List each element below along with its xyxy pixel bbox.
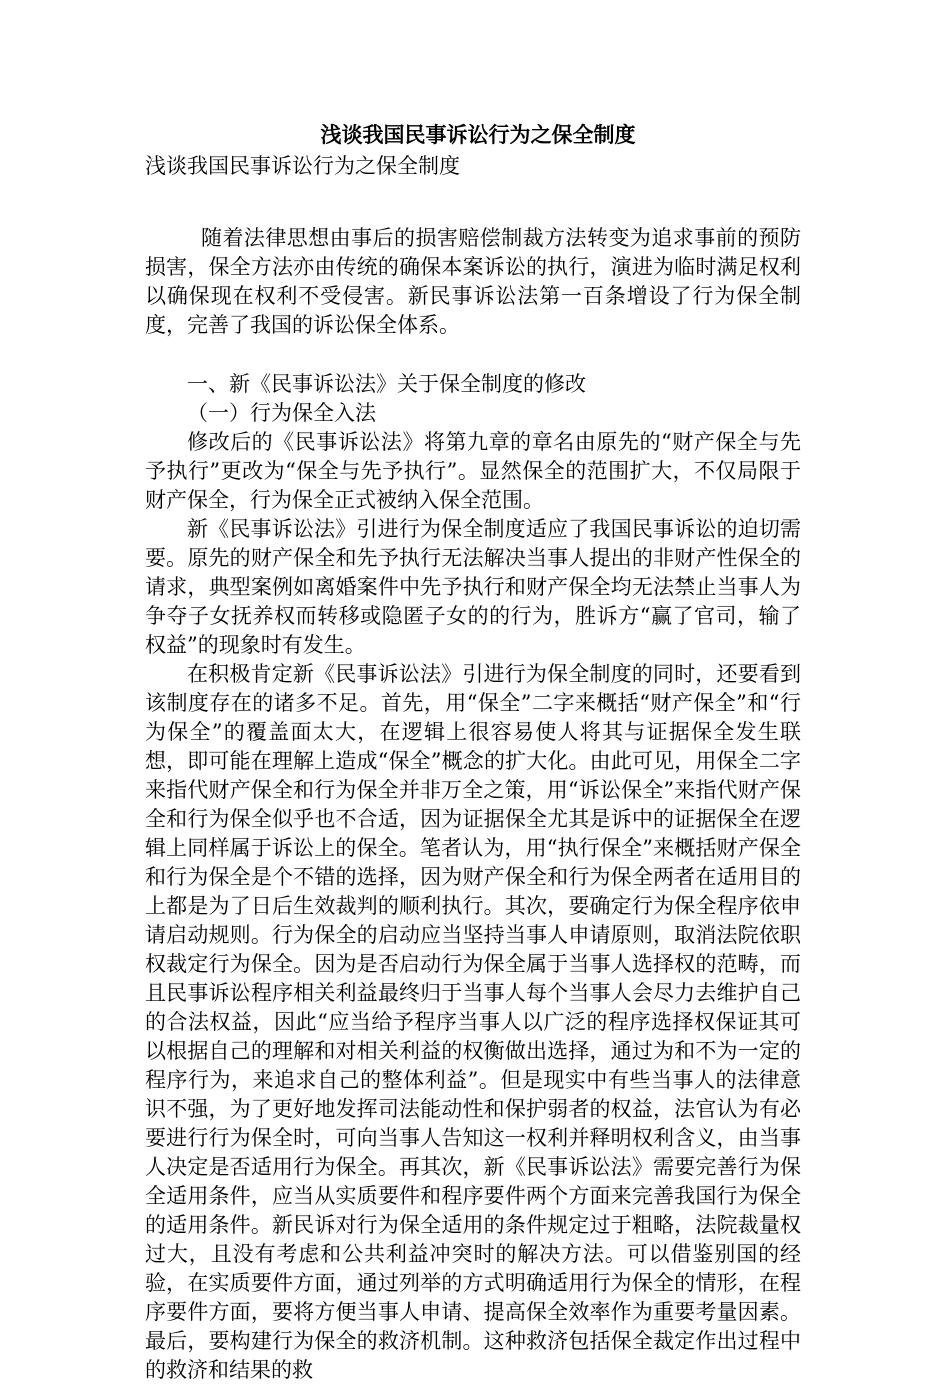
section-heading: 一、新《民事诉讼法》关于保全制度的修改 <box>187 372 586 396</box>
subsection-heading: （一）行为保全入法 <box>187 401 376 425</box>
body-paragraph-1: 修改后的《民事诉讼法》将第九章的章名由原先的“财产保全与先予执行”更改为“保全与先予执行”。显然保全的范围扩大，不仅局限于财产保全，行为保全正式被纳入保全范围。 <box>145 430 801 512</box>
document-title: 浅谈我国民事诉讼行为之保全制度 <box>320 122 636 147</box>
document-subtitle: 浅谈我国民事诉讼行为之保全制度 <box>145 154 460 178</box>
intro-paragraph: 随着法律思想由事后的损害赔偿制裁方法转变为追求事前的预防损害，保全方法亦由传统的确保本案诉讼的执行，演进为临时满足权利以确保现在权利不受侵害。新民事诉讼法第一百条增设了行为保全制度，完善了我国的诉讼保全体系。 <box>145 226 801 337</box>
body-paragraph-2: 新《民事诉讼法》引进行为保全制度适应了我国民事诉讼的迫切需要。原先的财产保全和先予执行无法解决当事人提出的非财产性保全的请求，典型案例如离婚案件中先予执行和财产保全均无法禁止当事人为争夺子女抚养权而转移或隐匿子女的的行为，胜诉方“赢了官司，输了权益”的现象时有发生。 <box>145 517 801 657</box>
spacer <box>145 181 801 224</box>
body-paragraph-3: 在积极肯定新《民事诉讼法》引进行为保全制度的同时，还要看到该制度存在的诸多不足。首先，用“保全”二字来概括“财产保全”和“行为保全”的覆盖面太大，在逻辑上很容易使人将其与证据保全发生联想，即可能在理解上造成“保全”概念的扩大化。由此可见，用保全二字来指代财产保全和行为保全并非万全之策，用“诉讼保全”来指代财产保全和行为保全似乎也不合适，因为证据保全尤其是诉中的证据保全在逻辑上同样属于诉讼上的保全。笔者认为，用“执行保全”来概括财产保全和行为保全是个不错的选择，因为财产保全和行为保全两者在适用目的上都是为了日后生效裁判的顺利执行。其次，要确定行为保全程序依申请启动规则。行为保全的启动应当坚持当事人申请原则，取消法院依职权裁定行为保全。因为是否启动行为保全属于当事人选择权的范畴，而且民事诉讼程序相关利益最终归于当事人每个当事人会尽力去维护自己的合法权益，因此“应当给予程序当事人以广泛的程序选择权保证其可以根据自己的理解和对相关利益的权衡做出选择，通过为和不为一定的程序行为，来追求自己的整体利益”。但是现实中有些当事人的法律意识不强，为了更好地发挥司法能动性和保护弱者的权益，法官认为有必要进行行为保全时，可向当事人告知这一权利并释明权利含义，由当事人决定是否适用行为保全。再其次，新《民事诉讼法》需要完善行为保全适用条件，应当从实质要件和程序要件两个方面来完善我国行为保全的适用条件。新民诉对行为保全适用的条件规定过于粗略，法院裁量权过大，且没有考虑和公共利益冲突时的解决方法。可以借鉴别国的经验，在实质要件方面，通过列举的方式明确适用行为保全的情形，在程序要件方面，要将方便当事人申请、提高保全效率作为重要考量因素。最后，要构建行为保全的救济机制。这种救济包括保全裁定作出过程中的救济和结果的救 <box>145 662 801 1382</box>
spacer <box>145 340 801 370</box>
document-page <box>145 118 801 1385</box>
